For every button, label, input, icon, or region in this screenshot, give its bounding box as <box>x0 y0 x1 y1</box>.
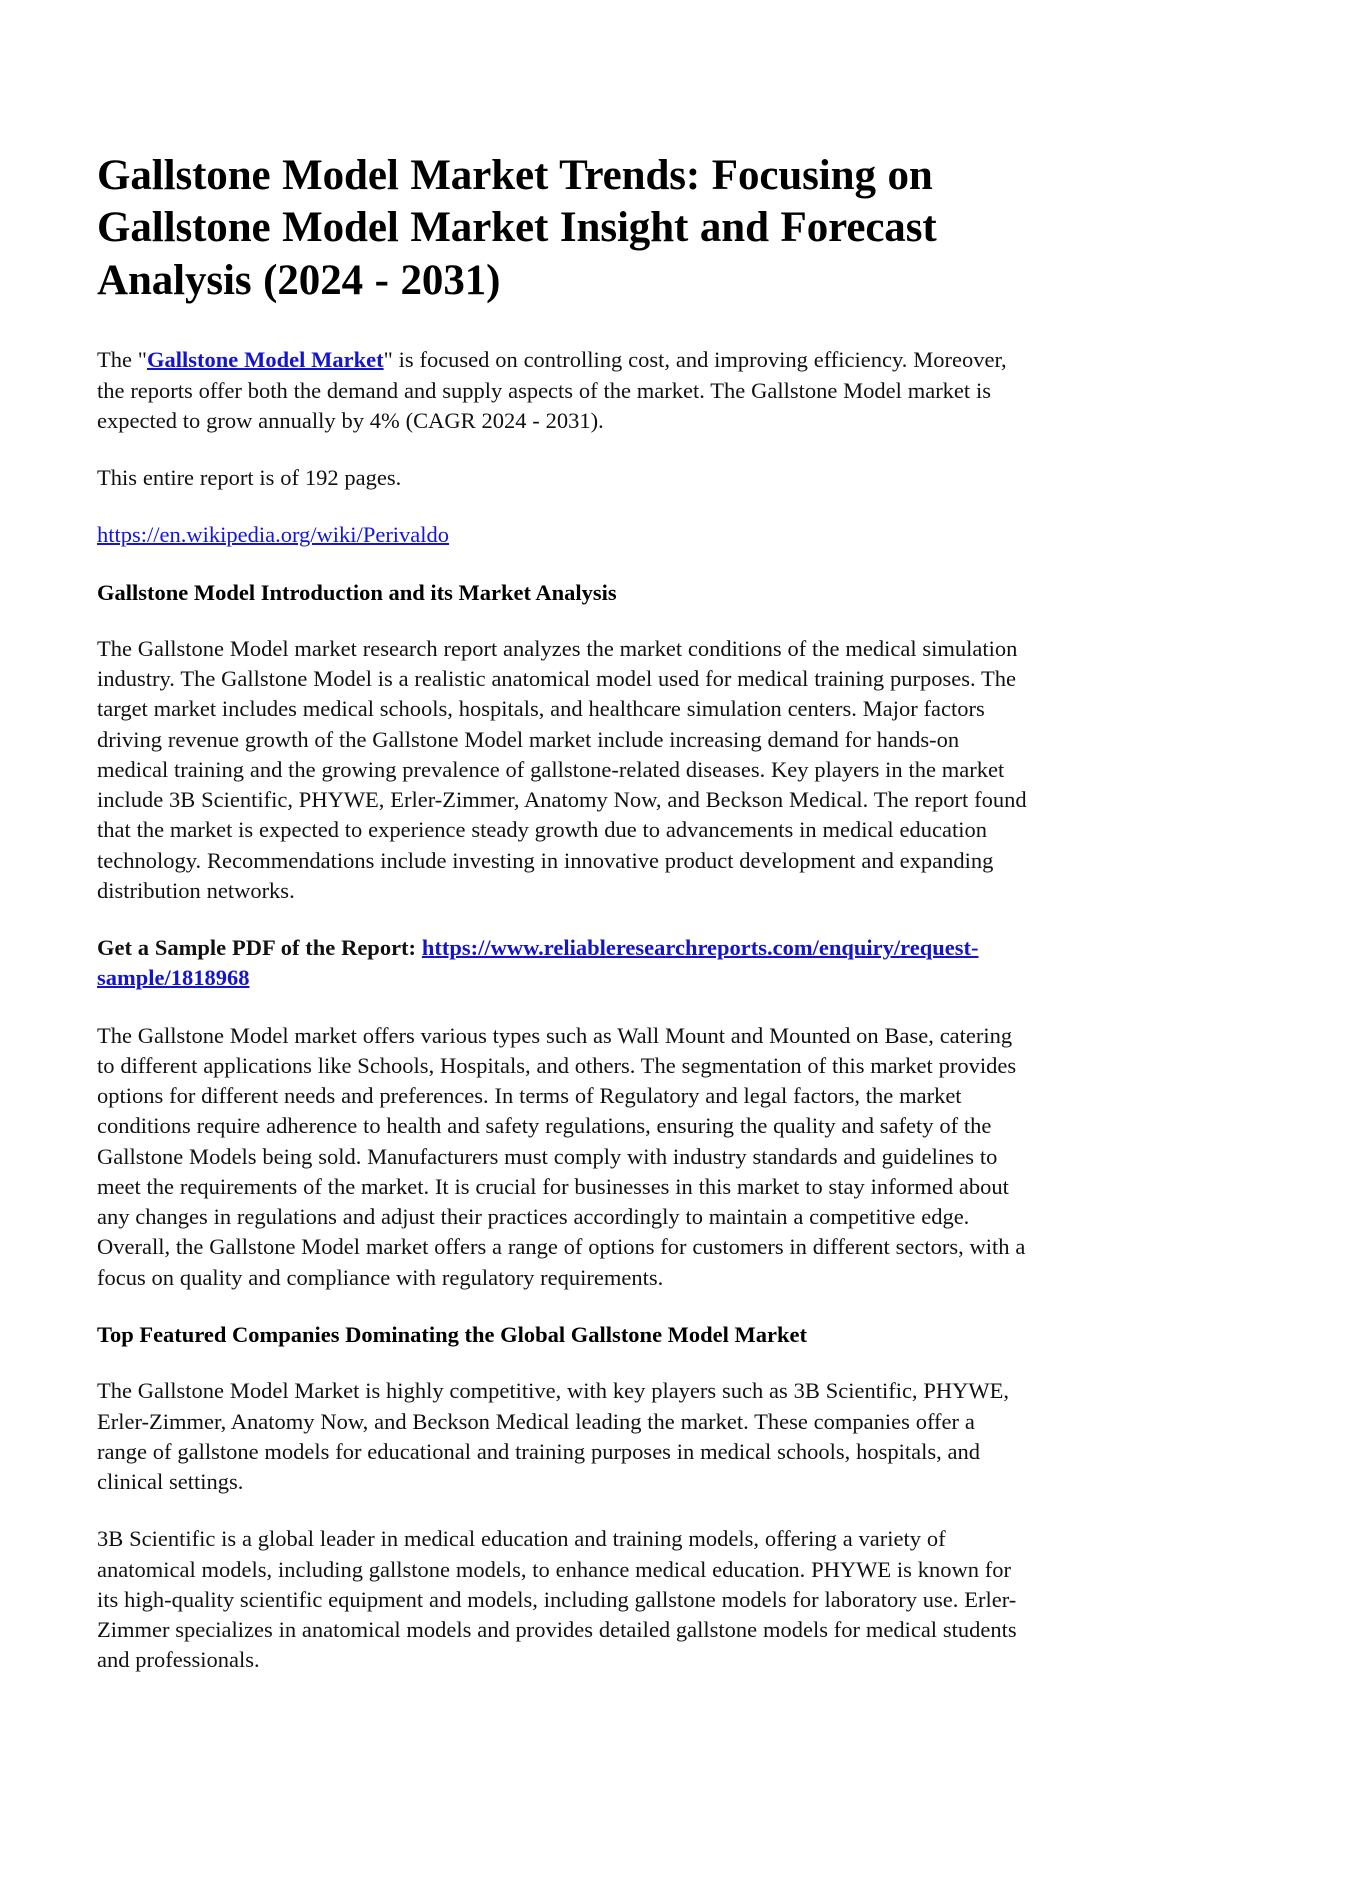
intro-text-after-link: " is focused on controlling cost, and improving efficiency. Moreover, the reports offer both the demand and supply aspects of the market. The Gallstone Model market is expected to grow annually by 4% (CAGR 2024 - 2031). <box>97 347 1007 433</box>
top-companies-body-paragraph: The Gallstone Model Market is highly competitive, with key players such as 3B Scientific, PHYWE, Erler-Zimmer, Anatomy Now, and Beckson Medical leading the market. These companies offer a range of gallstone models for educational and training purposes in medical schools, hospitals, and clinical settings. <box>97 1378 1009 1495</box>
gallstone-model-market-link[interactable]: Gallstone Model Market <box>147 347 384 373</box>
section-heading-top-companies: Top Featured Companies Dominating the Global Gallstone Model Market <box>97 1321 808 1347</box>
intro-paragraph <box>97 345 1027 436</box>
intro-text-before-link: The " <box>97 347 147 373</box>
sample-pdf-cta <box>97 933 1027 994</box>
wikipedia-link-paragraph <box>97 520 1027 550</box>
section-heading-introduction: Gallstone Model Introduction and its Market Analysis <box>97 579 617 605</box>
page-title: Gallstone Model Market Trends: Focusing on Gallstone Model Market Insight and Forecast Analysis (2024 - 2031) <box>97 152 937 304</box>
page-count-note: This entire report is of 192 pages. <box>97 465 402 491</box>
introduction-body-paragraph: The Gallstone Model market research report analyzes the market conditions of the medical simulation industry. The Gallstone Model is a realistic anatomical model used for medical training purposes. The target market includes medical schools, hospitals, and healthcare simulation centers. Major factors driving revenue growth of the Gallstone Model market include increasing demand for hands-on medical training and the growing prevalence of gallstone-related diseases. Key players in the market include 3B Scientific, PHYWE, Erler-Zimmer, Anatomy Now, and Beckson Medical. The report found that the market is expected to experience steady growth due to advancements in medical education technology. Recommendations include investing in innovative product development and expanding distribution networks. <box>97 635 1027 903</box>
document-content <box>97 150 1027 1676</box>
wikipedia-link[interactable]: https://en.wikipedia.org/wiki/Perivaldo <box>97 522 450 548</box>
market-types-paragraph: The Gallstone Model market offers various types such as Wall Mount and Mounted on Base, catering to different applications like Schools, Hospitals, and others. The segmentation of this market provides options for different needs and preferences. In terms of Regulatory and legal factors, the market conditions require adherence to health and safety regulations, ensuring the quality and safety of the Gallstone Models being sold. Manufacturers must comply with industry standards and guidelines to meet the requirements of the market. It is crucial for businesses in this market to stay informed about any changes in regulations and adjust their practices accordingly to maintain a competitive edge. Overall, the Gallstone Model market offers a range of options for customers in different sectors, with a focus on quality and compliance with regulatory requirements. <box>97 1022 1026 1290</box>
company-profiles-paragraph: 3B Scientific is a global leader in medical education and training models, offering a variety of anatomical models, including gallstone models, to enhance medical education. PHYWE is known for its high-quality scientific equipment and models, including gallstone models for laboratory use. Erler-Zimmer specializes in anatomical models and provides detailed gallstone models for medical students and professionals. <box>97 1526 1017 1673</box>
sample-pdf-request-link[interactable]: https://www.reliableresearchreports.com/enquiry/request-sample/1818968 <box>97 935 979 991</box>
sample-pdf-label: Get a Sample PDF of the Report: <box>97 935 422 961</box>
